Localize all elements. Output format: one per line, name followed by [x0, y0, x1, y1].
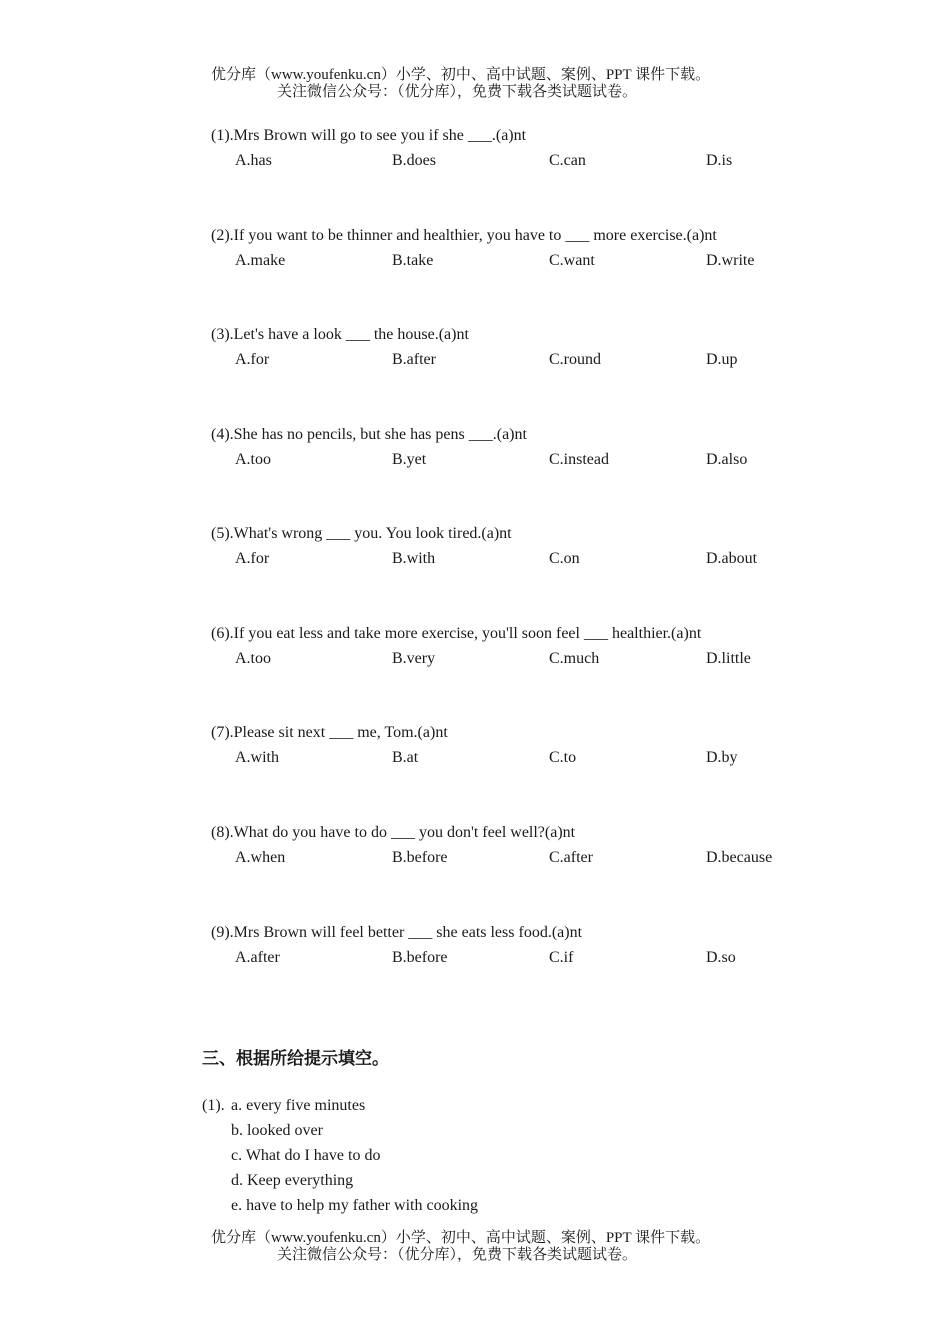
question-text: (3).Let's have a look ___ the house.(a)nt	[211, 326, 469, 343]
option-a: A.when	[235, 849, 286, 866]
hint-list	[231, 1093, 478, 1218]
question-text: (2).If you want to be thinner and healthier, you have to ___ more exercise.(a)nt	[211, 227, 717, 244]
option-c: C.on	[549, 550, 580, 567]
option-b: B.take	[392, 252, 434, 269]
option-d: D.because	[706, 849, 773, 866]
question-8	[211, 823, 911, 868]
option-c: C.if	[549, 949, 574, 966]
question-6	[211, 624, 911, 669]
answer-options	[211, 848, 911, 868]
hint-item-e: e. have to help my father with cooking	[231, 1197, 479, 1214]
option-b: B.at	[392, 749, 419, 766]
page-header	[0, 67, 950, 101]
option-b: B.before	[392, 849, 448, 866]
question-2	[211, 226, 911, 271]
option-b: B.before	[392, 949, 448, 966]
header-line-1: 优分库（www.youfenku.cn）小学、初中、高中试题、案例、PPT 课件下载。	[211, 67, 711, 83]
question-4	[211, 425, 911, 470]
question-1	[211, 126, 911, 171]
hint-item-b: b. looked over	[231, 1122, 323, 1139]
question-text: (4).She has no pencils, but she has pens ___.(a)nt	[211, 426, 527, 443]
option-d: D.also	[706, 451, 748, 468]
page-footer	[0, 1230, 950, 1264]
question-text: (1).Mrs Brown will go to see you if she ___.(a)nt	[211, 127, 527, 144]
footer-line-2: 关注微信公众号：（优分库），免费下载各类试题试卷。	[277, 1247, 638, 1263]
answer-options	[211, 748, 911, 768]
option-d: D.so	[706, 949, 736, 966]
question-text: (7).Please sit next ___ me, Tom.(a)nt	[211, 724, 448, 741]
question-9	[211, 923, 911, 968]
question-text: (5).What's wrong ___ you. You look tired.(a)nt	[211, 525, 512, 542]
answer-options	[211, 151, 911, 171]
answer-options	[211, 948, 911, 968]
answer-options	[211, 350, 911, 370]
footer-line-1: 优分库（www.youfenku.cn）小学、初中、高中试题、案例、PPT 课件下载。	[211, 1230, 711, 1246]
option-c: C.much	[549, 650, 600, 667]
option-d: D.write	[706, 252, 755, 269]
option-d: D.up	[706, 351, 738, 368]
option-a: A.too	[235, 451, 271, 468]
option-a: A.with	[235, 749, 279, 766]
answer-options	[211, 549, 911, 569]
answer-options	[211, 450, 911, 470]
option-b: B.very	[392, 650, 436, 667]
option-c: C.instead	[549, 451, 609, 468]
section-heading: 三、根据所给提示填空。	[202, 1049, 389, 1069]
option-d: D.is	[706, 152, 733, 169]
option-a: A.for	[235, 550, 270, 567]
option-a: A.for	[235, 351, 270, 368]
option-c: C.want	[549, 252, 595, 269]
question-3	[211, 325, 911, 370]
option-d: D.about	[706, 550, 758, 567]
hint-item-c: c. What do I have to do	[231, 1147, 381, 1164]
hint-item-a: a. every five minutes	[231, 1097, 366, 1114]
option-c: C.to	[549, 749, 577, 766]
option-a: A.has	[235, 152, 272, 169]
option-a: A.make	[235, 252, 286, 269]
hint-item-d: d. Keep everything	[231, 1172, 354, 1189]
fill-question-number: (1).	[202, 1097, 225, 1114]
option-c: C.round	[549, 351, 601, 368]
option-d: D.by	[706, 749, 738, 766]
answer-options	[211, 649, 911, 669]
answer-options	[211, 251, 911, 271]
question-text: (6).If you eat less and take more exercise, you'll soon feel ___ healthier.(a)nt	[211, 625, 702, 642]
option-d: D.little	[706, 650, 751, 667]
header-line-2: 关注微信公众号：（优分库），免费下载各类试题试卷。	[277, 84, 638, 100]
option-a: A.too	[235, 650, 271, 667]
question-text: (8).What do you have to do ___ you don't feel well?(a)nt	[211, 824, 576, 841]
option-b: B.after	[392, 351, 436, 368]
option-b: B.does	[392, 152, 436, 169]
option-b: B.yet	[392, 451, 427, 468]
option-c: C.can	[549, 152, 586, 169]
question-7	[211, 723, 911, 768]
question-5	[211, 524, 911, 569]
question-text: (9).Mrs Brown will feel better ___ she eats less food.(a)nt	[211, 924, 583, 941]
option-c: C.after	[549, 849, 593, 866]
option-b: B.with	[392, 550, 436, 567]
option-a: A.after	[235, 949, 280, 966]
